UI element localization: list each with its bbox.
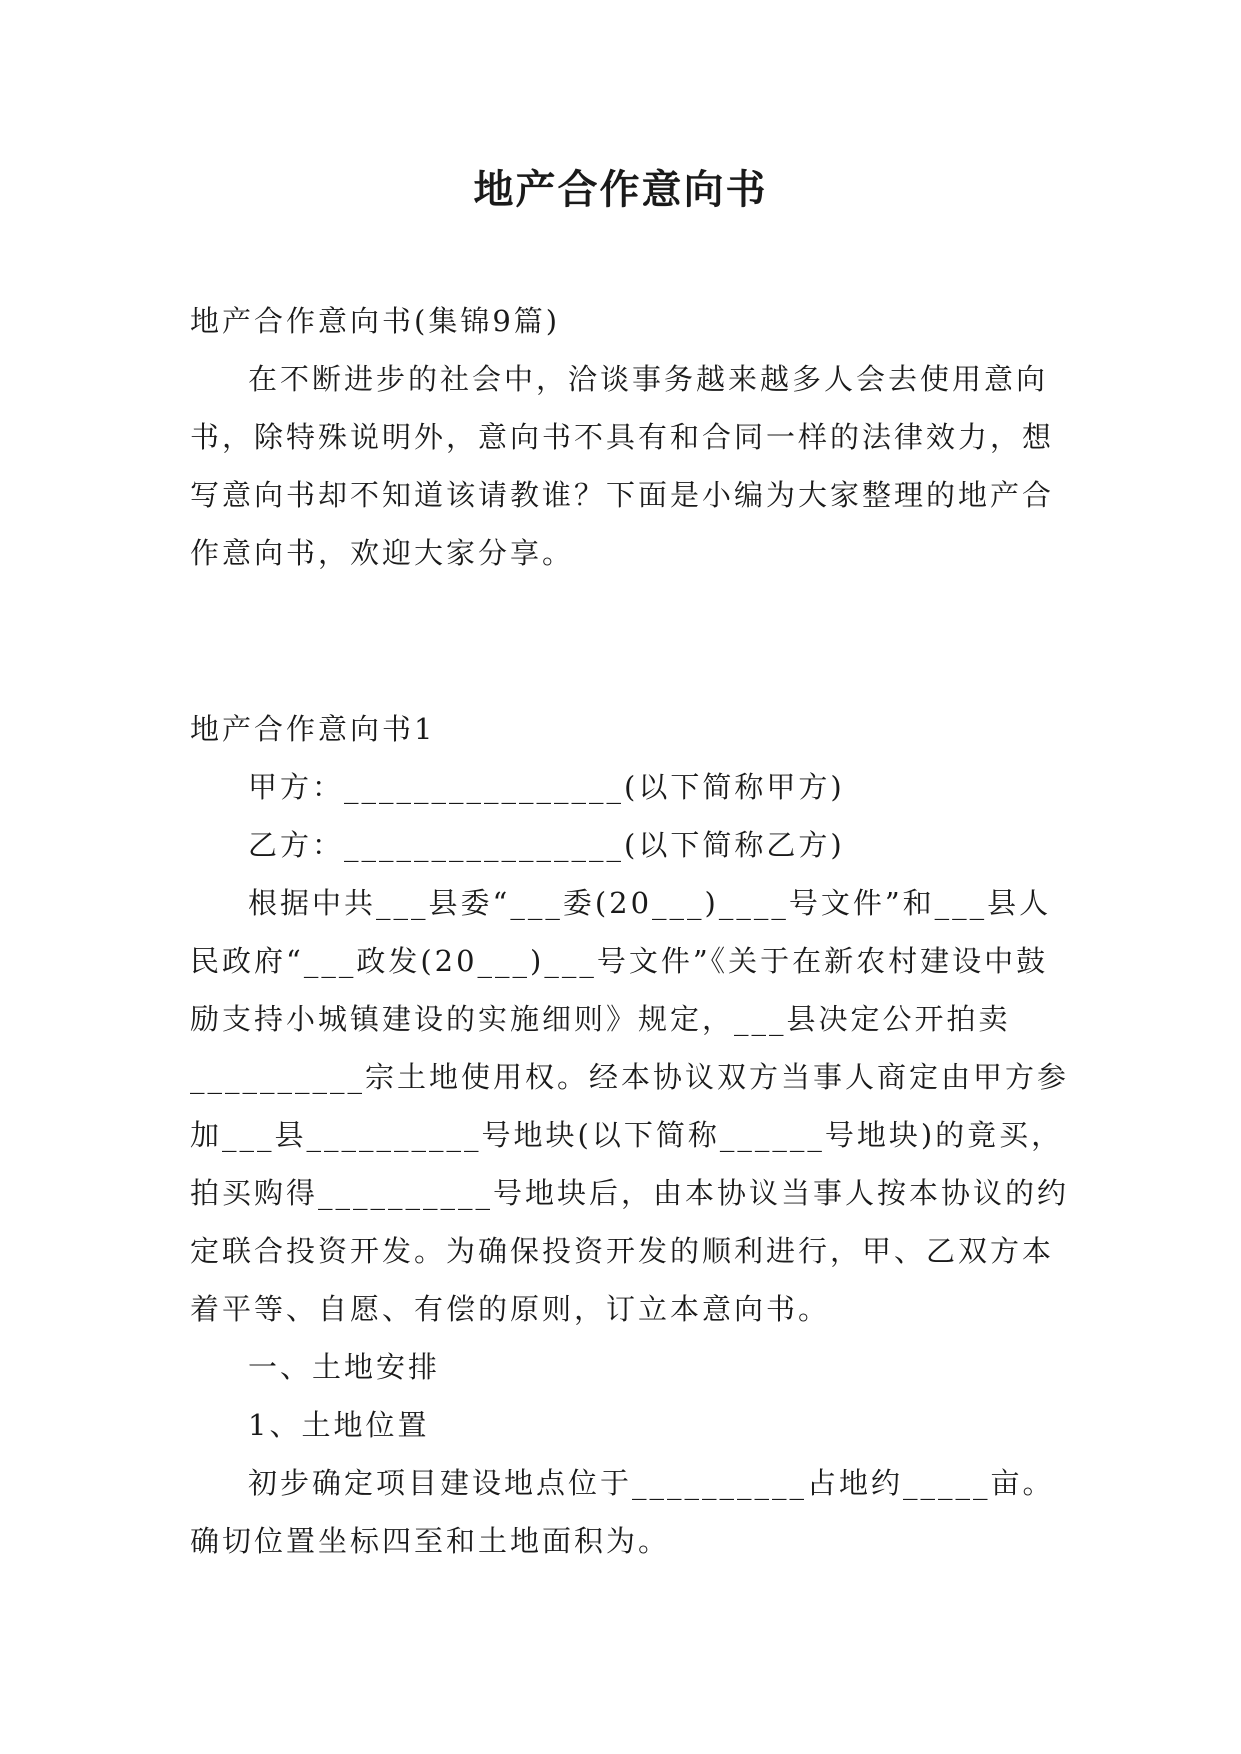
intro-paragraph: 在不断进步的社会中，洽谈事务越来越多人会去使用意向书，除特殊说明外，意向书不具有和合同一样的法律效力，想写意向书却不知道该请教谁？下面是小编为大家整理的地产合作意向书，欢迎大家分享。 <box>190 362 1055 570</box>
land-location-paragraph: 初步确定项目建设地点位于__________占地约_____亩。确切位置坐标四至和土地面积为。 <box>190 1466 1055 1558</box>
party-b-line: 乙方：________________(以下简称乙方) <box>248 828 845 862</box>
intro-section <box>190 292 1070 582</box>
document-title: 地产合作意向书 <box>473 166 768 213</box>
item-heading-land-location: 1、土地位置 <box>248 1408 430 1442</box>
basis-paragraph: 根据中共___县委“___委(20___)____号文件”和___县人民政府“___政发(20___)___号文件”《关于在新农村建设中鼓励支持小城镇建设的实施细则》规定，___县决定公开拍卖__________宗土地使用权。经本协议双方当事人商定由甲方参加___县__________号地块(以下简称______号地块)的竟买，拍买购得__________号地块后，由本协议当事人按本协议的约定联合投资开发。为确保投资开发的顺利进行，甲、乙双方本着平等、自愿、有偿的原则，订立本意向书。 <box>190 886 1070 1326</box>
collection-heading: 地产合作意向书(集锦9篇) <box>190 304 561 338</box>
party-a-line: 甲方：________________(以下简称甲方) <box>248 770 845 804</box>
part-heading-land-arrangement: 一、土地安排 <box>248 1350 441 1384</box>
section-heading: 地产合作意向书1 <box>190 712 436 746</box>
agreement-section-1 <box>190 700 1070 1570</box>
